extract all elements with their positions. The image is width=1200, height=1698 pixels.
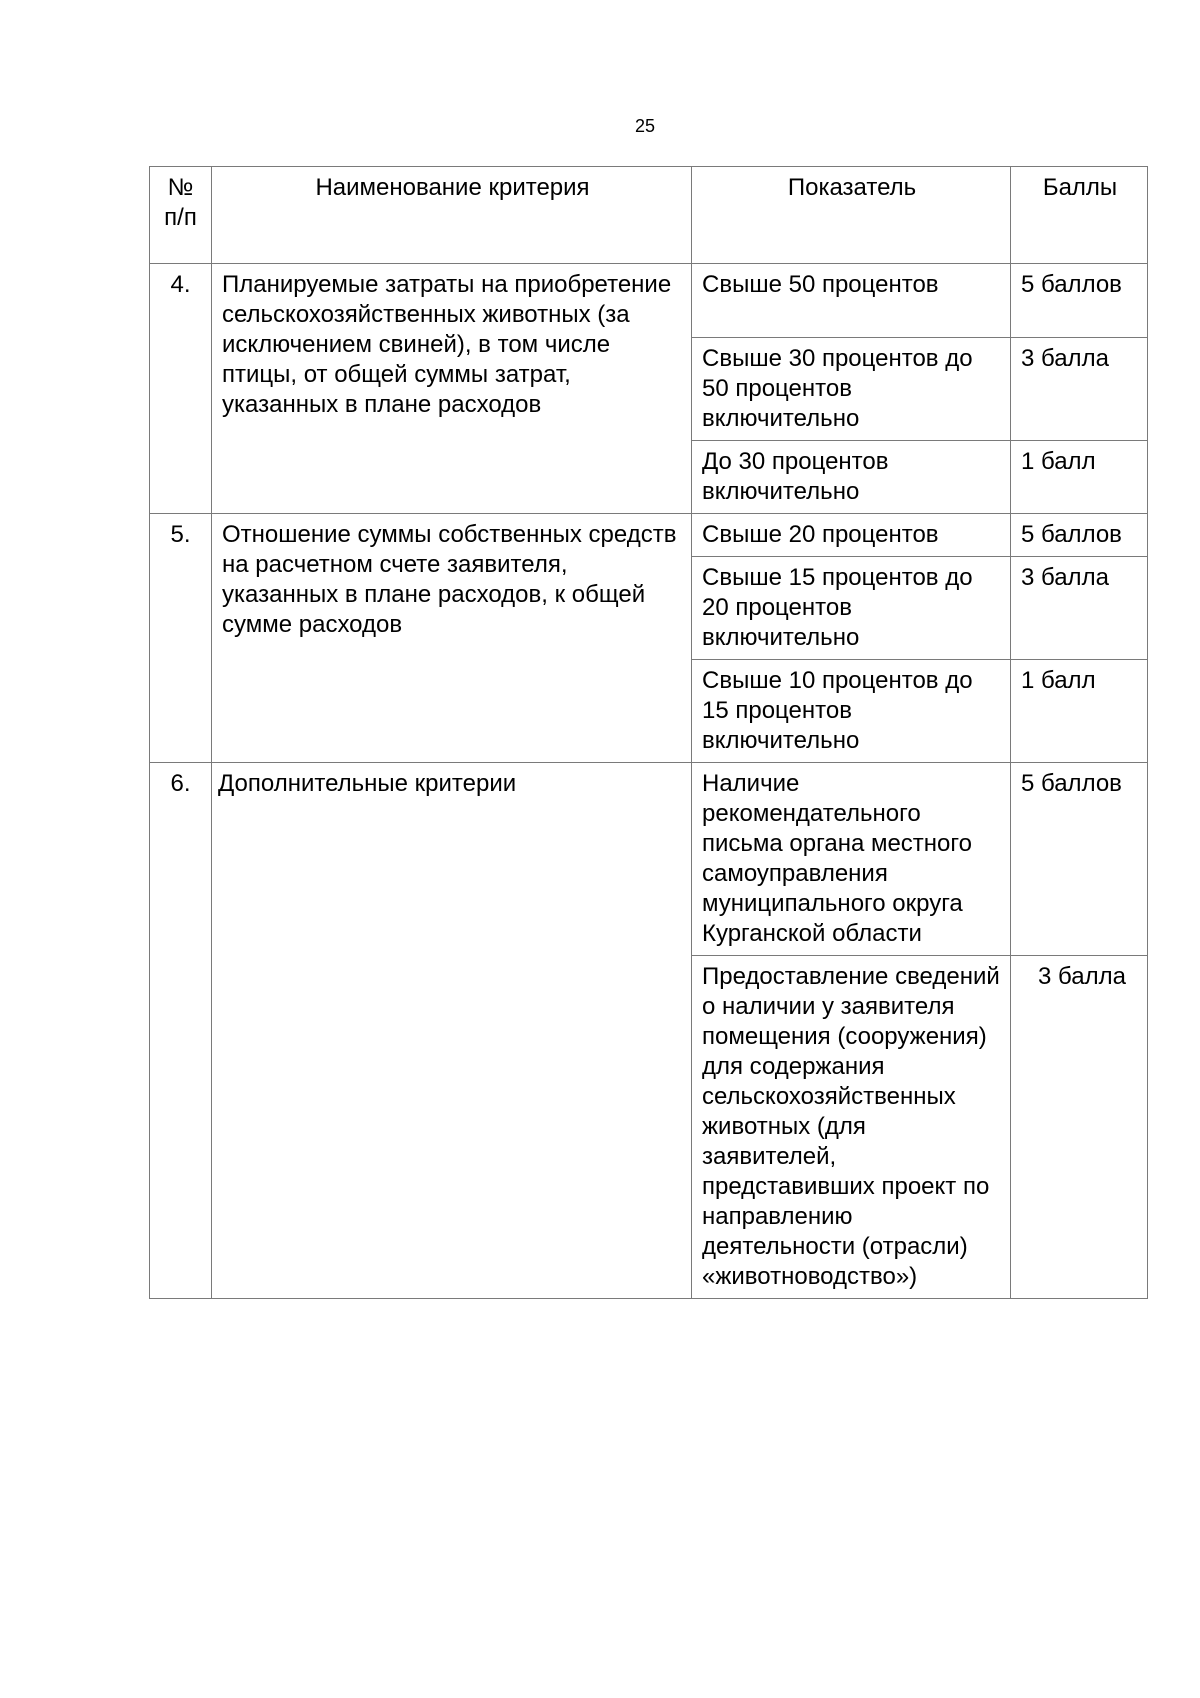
criterion-name: Дополнительные критерии [212,763,692,1299]
indicator-cell: Свыше 20 процентов [692,514,1011,557]
indicator-cell: Наличие рекомендательного письма органа местного самоуправления муниципального округа Курганской области [692,763,1011,956]
score-cell: 3 балла [1011,338,1148,441]
score-cell: 5 баллов [1011,514,1148,557]
criterion-number: 6. [150,763,212,1299]
table-row [150,514,1148,557]
indicator-cell: Предоставление сведений о наличии у заявителя помещения (сооружения) для содержания сельскохозяйственных животных (для заявителей, представивших проект по направлению деятельности (отрасли) «животноводство») [692,956,1011,1299]
header-num [150,167,212,264]
table-row [150,763,1148,956]
header-name-label: Наименование критерия [315,174,590,201]
score-cell: 3 балла [1011,557,1148,660]
criteria-table [149,166,1148,1299]
score-cell: 1 балл [1011,660,1148,763]
criterion-number: 5. [150,514,212,763]
table-header-row [150,167,1148,264]
page-number: 25 [634,116,656,136]
header-indicator-label: Показатель [787,174,917,201]
indicator-cell: Свыше 50 процентов [692,264,1011,338]
header-indicator [692,167,1011,264]
score-cell: 5 баллов [1011,264,1148,338]
indicator-cell: Свыше 30 процентов до 50 процентов включительно [692,338,1011,441]
header-score [1011,167,1148,264]
criterion-number: 4. [150,264,212,514]
score-cell: 3 балла [1011,956,1148,1299]
criterion-name: Планируемые затраты на приобретение сельскохозяйственных животных (за исключением свиней), в том числе птицы, от общей суммы затрат, указанных в плане расходов [212,264,692,514]
table-row [150,264,1148,338]
indicator-cell: Свыше 10 процентов до 15 процентов включительно [692,660,1011,763]
score-cell: 1 балл [1011,441,1148,514]
header-score-label: Баллы [1042,174,1118,201]
score-cell: 5 баллов [1011,763,1148,956]
indicator-cell: Свыше 15 процентов до 20 процентов включительно [692,557,1011,660]
indicator-cell: До 30 процентов включительно [692,441,1011,514]
header-name [212,167,692,264]
criterion-name: Отношение суммы собственных средств на расчетном счете заявителя, указанных в плане расходов, к общей сумме расходов [212,514,692,763]
header-num-label: № п/п [164,174,197,231]
